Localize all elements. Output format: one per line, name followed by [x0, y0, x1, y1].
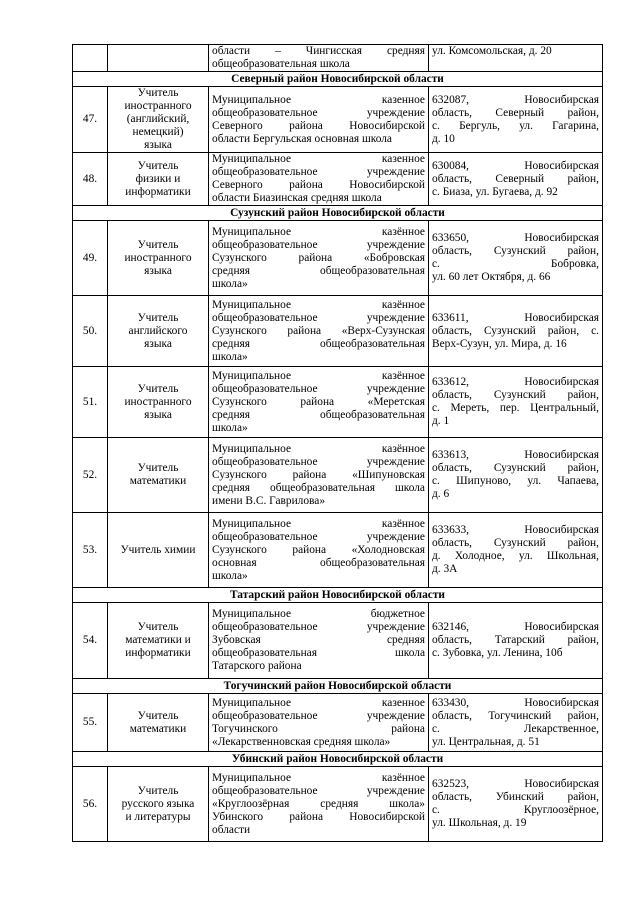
org-line: общеобразовательное учреждение	[212, 784, 425, 797]
district-header-row	[73, 72, 603, 87]
position-line: Учитель	[137, 709, 179, 722]
address-line: с. Лекарственное,	[432, 722, 599, 735]
table-row	[73, 87, 603, 153]
org-line: школа»	[212, 421, 248, 434]
org-line: Сузунского района «Верх-Сузунская	[212, 324, 425, 337]
org-line: общеобразовательная школа	[212, 58, 350, 70]
org-line: Сузунского района «Меретская	[212, 395, 425, 408]
table-row	[73, 153, 603, 206]
address-line: область, Сузунский район,	[432, 462, 599, 474]
org-line: Муниципальное казённое	[212, 369, 425, 382]
row-number-cell: 53.	[73, 513, 108, 588]
address-line: с. Бобровка,	[432, 258, 599, 270]
address-cell	[429, 45, 603, 72]
organization-cell	[209, 221, 429, 296]
address-line: Верх-Сузун, ул. Мира, д. 16	[432, 337, 567, 350]
position-line: физики и	[135, 172, 181, 185]
org-line: общеобразовательное учреждение	[212, 621, 425, 633]
address-line: 633611, Новосибирская	[432, 311, 599, 324]
position-line: языка	[144, 408, 172, 421]
org-line: Убинского района Новосибирской	[212, 810, 425, 823]
position-cell	[108, 367, 209, 438]
org-line: школа»	[212, 350, 248, 363]
address-cell	[429, 221, 603, 296]
address-line: 632146, Новосибирская	[432, 621, 599, 633]
district-title: Татарский район Новосибирской области	[73, 588, 603, 603]
org-line: общеобразовательное учреждение	[212, 238, 425, 251]
address-line: ул. Комсомольская, д. 20	[432, 45, 552, 57]
org-line: Сузунского района «Бобровская	[212, 251, 425, 264]
org-line: общеобразовательное учреждение	[212, 106, 425, 119]
position-line: математики и	[125, 634, 191, 646]
organization-cell	[209, 767, 429, 842]
position-line: Учитель	[137, 382, 179, 395]
district-title: Убинский район Новосибирской области	[73, 752, 603, 767]
org-line: общеобразовательная школа	[212, 647, 425, 659]
org-line: Муниципальное казенное	[212, 696, 425, 709]
org-line: общеобразовательное учреждение	[212, 382, 425, 395]
org-line: основная общеобразовательная	[212, 556, 425, 569]
address-line: область, Сузунский район,	[432, 389, 599, 401]
address-line: область, Убинский район,	[432, 791, 599, 803]
org-line: Северного района Новосибирской	[212, 179, 425, 191]
row-number-cell: 52.	[73, 438, 108, 513]
position-line: математики	[129, 722, 187, 735]
district-title: Тогучинский район Новосибирской области	[73, 679, 603, 694]
org-line: области Биазинская средняя школа	[212, 192, 382, 204]
org-line: Сузунского района «Холодновская	[212, 543, 425, 556]
org-line: общеобразовательное учреждение	[212, 166, 425, 178]
org-line: средняя общеобразовательная школа	[212, 481, 425, 494]
position-line: иностранного	[124, 395, 192, 408]
org-line: Муниципальное казённое	[212, 298, 425, 311]
address-line: д. 10	[432, 132, 455, 145]
organization-cell	[209, 367, 429, 438]
address-line: с. Шипуново, ул. Чапаева,	[432, 475, 599, 487]
address-line: д. 6	[432, 488, 450, 500]
position-cell	[108, 221, 209, 296]
address-line: область, Тогучинский район,	[432, 709, 599, 722]
position-line: Учитель химии	[120, 543, 196, 556]
district-header-row	[73, 752, 603, 767]
position-line: Учитель	[137, 462, 179, 474]
table-row	[73, 694, 603, 752]
position-cell	[108, 87, 209, 153]
table-row	[73, 296, 603, 367]
row-number-cell: 47.	[73, 87, 108, 153]
org-line: области – Чингисская средняя	[212, 45, 425, 57]
position-line: немецкий)	[132, 126, 184, 138]
position-line: математики	[129, 475, 187, 487]
position-line: языка	[144, 264, 172, 277]
row-number-cell: 48.	[73, 153, 108, 206]
address-line: область, Северный район,	[432, 106, 599, 119]
address-cell	[429, 694, 603, 752]
org-line: Муниципальное казённое	[212, 517, 425, 530]
address-line: ул. Школьная, д. 19	[432, 817, 527, 829]
address-line: ул. 60 лет Октября, д. 66	[432, 271, 551, 283]
address-line: 633430, Новосибирская	[432, 696, 599, 709]
position-line: Учитель	[137, 311, 179, 324]
organization-cell	[209, 87, 429, 153]
address-cell	[429, 367, 603, 438]
position-line: Учитель	[137, 784, 179, 797]
address-line: 632523, Новосибирская	[432, 778, 599, 790]
organization-cell	[209, 438, 429, 513]
org-line: школа»	[212, 569, 248, 582]
org-line: Муниципальное казенное	[212, 153, 425, 165]
org-line: имени В.С. Гаврилова»	[212, 494, 326, 507]
vacancy-table-body	[73, 45, 603, 842]
organization-cell	[209, 603, 429, 679]
position-cell	[108, 603, 209, 679]
position-line: Учитель	[137, 238, 179, 251]
position-line: языка	[144, 337, 172, 350]
address-cell	[429, 296, 603, 367]
org-line: области Бергульская основная школа	[212, 132, 392, 145]
org-line: Татарского района	[212, 660, 302, 672]
table-row	[73, 513, 603, 588]
organization-cell	[209, 513, 429, 588]
address-line: 632087, Новосибирская	[432, 93, 599, 106]
org-line: Муниципальное казенное	[212, 93, 425, 106]
position-line: (английский,	[126, 113, 190, 125]
org-line: Тогучинского района	[212, 722, 425, 735]
org-line: «Лекарственновская средняя школа»	[212, 735, 391, 748]
organization-cell	[209, 694, 429, 752]
position-cell	[108, 438, 209, 513]
org-line: школа»	[212, 277, 248, 290]
address-cell	[429, 87, 603, 153]
org-line: Муниципальное казённое	[212, 771, 425, 784]
address-line: д. 1	[432, 415, 450, 427]
position-line: русского языка	[121, 797, 195, 810]
address-cell	[429, 513, 603, 588]
table-row	[73, 438, 603, 513]
address-line: с. Круглоозёрное,	[432, 804, 599, 816]
position-cell	[108, 296, 209, 367]
org-line: Сузунского района «Шипуновская	[212, 468, 425, 481]
position-line: и литературы	[125, 810, 191, 823]
district-header-row	[73, 206, 603, 221]
district-header-row	[73, 588, 603, 603]
position-line: иностранного	[124, 100, 192, 112]
address-cell	[429, 603, 603, 679]
position-line: Учитель	[137, 159, 179, 172]
district-title: Сузунский район Новосибирской области	[73, 206, 603, 221]
organization-cell	[209, 45, 429, 72]
row-number-cell: 49.	[73, 221, 108, 296]
row-number-cell: 50.	[73, 296, 108, 367]
vacancy-table	[72, 44, 603, 842]
org-line: средняя общеобразовательная	[212, 264, 425, 277]
address-line: 630084, Новосибирская	[432, 159, 599, 172]
address-cell	[429, 438, 603, 513]
address-line: д. 3А	[432, 563, 458, 575]
address-line: 633613, Новосибирская	[432, 449, 599, 461]
org-line: Муниципальное казённое	[212, 225, 425, 238]
address-line: 633612, Новосибирская	[432, 376, 599, 388]
org-line: Муниципальное бюджетное	[212, 608, 425, 620]
position-cell	[108, 694, 209, 752]
organization-cell	[209, 296, 429, 367]
org-line: общеобразовательное учреждение	[212, 530, 425, 543]
position-line: Учитель	[137, 621, 179, 633]
position-line: информатики	[125, 185, 191, 198]
address-line: с. Зубовка, ул. Ленина, 10б	[432, 647, 563, 659]
address-line: с. Биаза, ул. Бугаева, д. 92	[432, 185, 558, 198]
address-line: 633633, Новосибирская	[432, 524, 599, 536]
table-row	[73, 767, 603, 842]
address-cell	[429, 767, 603, 842]
row-number-cell: 56.	[73, 767, 108, 842]
organization-cell	[209, 153, 429, 206]
position-line: информатики	[125, 647, 191, 659]
row-number-cell: 54.	[73, 603, 108, 679]
address-line: область, Сузунский район,	[432, 537, 599, 549]
position-cell	[108, 767, 209, 842]
continuation-row	[73, 45, 603, 72]
position-line: иностранного	[124, 251, 192, 264]
org-line: Зубовская средняя	[212, 634, 425, 646]
org-line: Северного района Новосибирской	[212, 119, 425, 132]
org-line: общеобразовательное учреждение	[212, 455, 425, 468]
address-line: ул. Центральная, д. 51	[432, 735, 540, 748]
org-line: Муниципальное казённое	[212, 442, 425, 455]
address-line: область, Сузунский район, с.	[432, 324, 599, 337]
address-line: с. Бергуль, ул. Гагарина,	[432, 119, 599, 132]
position-line: английского	[128, 324, 188, 337]
address-line: д. Холодное, ул. Школьная,	[432, 550, 599, 562]
position-cell	[108, 153, 209, 206]
org-line: общеобразовательное учреждение	[212, 709, 425, 722]
table-row	[73, 603, 603, 679]
address-cell	[429, 153, 603, 206]
row-number-cell: 55.	[73, 694, 108, 752]
district-title: Северный район Новосибирской области	[73, 72, 603, 87]
address-line: область, Татарский район,	[432, 634, 599, 646]
position-line: языка	[144, 139, 172, 151]
position-cell	[108, 513, 209, 588]
address-line: область, Сузунский район,	[432, 245, 599, 257]
address-line: с. Мереть, пер. Центральный,	[432, 402, 599, 414]
row-number-cell	[73, 45, 108, 72]
table-row	[73, 221, 603, 296]
org-line: общеобразовательное учреждение	[212, 311, 425, 324]
position-cell	[108, 45, 209, 72]
district-header-row	[73, 679, 603, 694]
table-row	[73, 367, 603, 438]
org-line: области	[212, 823, 251, 836]
address-line: 633650, Новосибирская	[432, 232, 599, 244]
address-line: область, Северный район,	[432, 172, 599, 185]
org-line: средняя общеобразовательная	[212, 408, 425, 421]
org-line: средняя общеобразовательная	[212, 337, 425, 350]
org-line: «Круглоозёрная средняя школа»	[212, 797, 425, 810]
row-number-cell: 51.	[73, 367, 108, 438]
position-line: Учитель	[137, 87, 179, 99]
